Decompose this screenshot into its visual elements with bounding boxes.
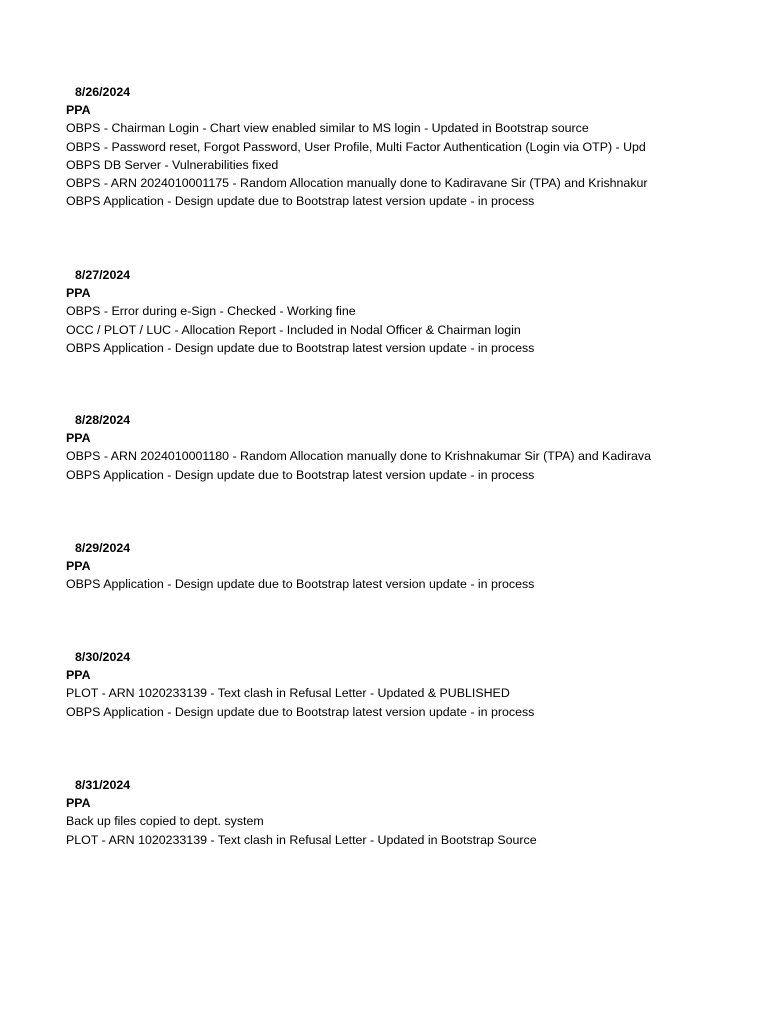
entry-item: OBPS Application - Design update due to Bootstrap latest version update - in process	[66, 704, 535, 719]
entry-item: OBPS DB Server - Vulnerabilities fixed	[66, 157, 279, 172]
entry-org: PPA	[66, 103, 91, 118]
entry-2024-08-26	[66, 83, 663, 210]
entry-item: OBPS Application - Design update due to Bootstrap latest version update - in process	[66, 577, 535, 592]
entry-org: PPA	[66, 431, 91, 446]
entry-date: 8/27/2024	[75, 268, 131, 282]
entry-item: OBPS Application - Design update due to Bootstrap latest version update - in process	[66, 340, 535, 355]
entry-date: 8/30/2024	[75, 650, 131, 664]
entry-date: 8/31/2024	[75, 778, 131, 792]
entry-org: PPA	[66, 796, 91, 811]
entry-2024-08-28	[66, 411, 663, 484]
entry-item: OBPS - ARN 2024010001175 - Random Allocation manually done to Kadiravane Sir (TPA) and Krishnakur	[66, 175, 648, 190]
entry-item: OBPS - Password reset, Forgot Password, User Profile, Multi Factor Authentication (Login via OTP) - Upd	[66, 139, 646, 154]
entry-2024-08-29	[66, 539, 663, 594]
text-area	[66, 0, 663, 1024]
entry-org: PPA	[66, 286, 91, 301]
entry-2024-08-31	[66, 776, 663, 849]
entry-date: 8/28/2024	[75, 413, 131, 427]
entry-2024-08-27	[66, 266, 663, 357]
entry-date: 8/29/2024	[75, 541, 131, 555]
entry-item: OBPS - Chairman Login - Chart view enabled similar to MS login - Updated in Bootstrap source	[66, 121, 589, 136]
entry-item: OBPS Application - Design update due to Bootstrap latest version update - in process	[66, 194, 535, 209]
entry-item: OCC / PLOT / LUC - Allocation Report - Included in Nodal Officer & Chairman login	[66, 322, 521, 337]
entry-org: PPA	[66, 559, 91, 574]
entry-item: OBPS Application - Design update due to Bootstrap latest version update - in process	[66, 467, 535, 482]
entry-2024-08-30	[66, 648, 663, 721]
entry-item: PLOT - ARN 1020233139 - Text clash in Refusal Letter - Updated & PUBLISHED	[66, 686, 510, 701]
entry-item: OBPS - Error during e-Sign - Checked - Working fine	[66, 304, 356, 319]
entry-date: 8/26/2024	[75, 85, 131, 99]
entry-org: PPA	[66, 668, 91, 683]
entry-item: PLOT - ARN 1020233139 - Text clash in Refusal Letter - Updated in Bootstrap Source	[66, 832, 537, 847]
entry-item: Back up files copied to dept. system	[66, 814, 264, 829]
entry-item: OBPS - ARN 2024010001180 - Random Allocation manually done to Krishnakumar Sir (TPA) and Kadirava	[66, 449, 651, 464]
